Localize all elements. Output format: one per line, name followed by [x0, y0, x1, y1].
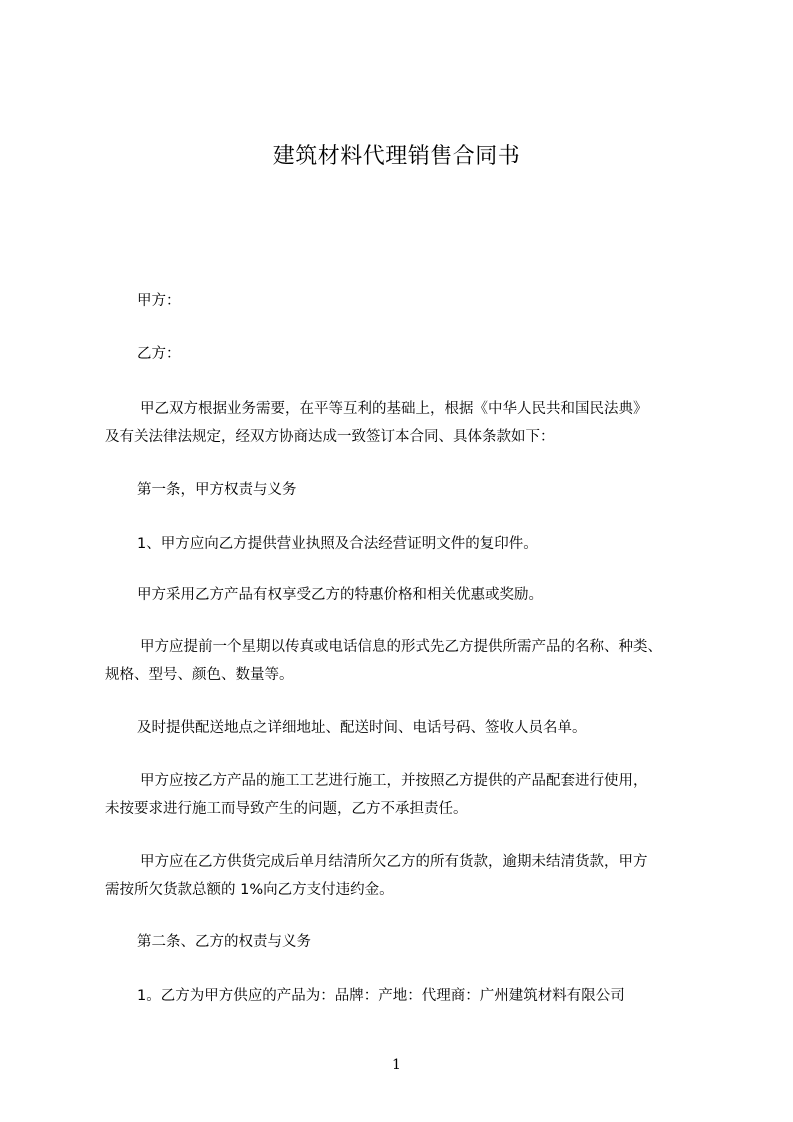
article2-clause: [105, 982, 747, 1010]
article2-heading: 第二条、乙方的权责与义务: [137, 934, 311, 950]
article1-clause: [105, 714, 747, 742]
article1-clause: [105, 848, 715, 904]
clause-line: 甲方采用乙方产品有权享受乙方的特惠价格和相关优惠或奖励。: [137, 587, 543, 603]
clause-line: 及时提供配送地点之详细地址、配送时间、电话号码、签收人员名单。: [137, 720, 587, 736]
party-b-label: 乙方：: [137, 346, 181, 362]
article1-clause: [105, 633, 715, 689]
clause-line: 需按所欠货款总额的 1%向乙方支付违约金。: [105, 882, 394, 898]
article1-clause: [105, 530, 747, 558]
preamble-paragraph: [105, 395, 715, 451]
article1-clause: [105, 767, 715, 823]
article1-clause: [105, 581, 747, 609]
preamble-line: 及有关法律法规定，经双方协商达成一致签订本合同、具体条款如下：: [105, 429, 555, 445]
page-number: 1: [392, 1057, 401, 1073]
clause-line: 1、甲方应向乙方提供营业执照及合法经营证明文件的复印件。: [137, 536, 538, 552]
clause-line: 1。乙方为甲方供应的产品为：品牌：产地：代理商：广州建筑材料有限公司: [137, 988, 625, 1004]
clause-line: 甲方应提前一个星期以传真或电话信息的形式先乙方提供所需产品的名称、种类、: [140, 639, 662, 655]
party-a-label: 甲方：: [137, 293, 181, 309]
document-title: 建筑材料代理销售合同书: [272, 144, 521, 169]
clause-line: 甲方应按乙方产品的施工工艺进行施工，并按照乙方提供的产品配套进行使用，: [140, 773, 648, 789]
clause-line: 规格、型号、颜色、数量等。: [105, 667, 294, 683]
article1-heading: 第一条，甲方权责与义务: [137, 482, 297, 498]
clause-line: 甲方应在乙方供货完成后单月结清所欠乙方的所有货款，逾期未结清货款，甲方: [140, 854, 648, 870]
clause-line: 未按要求进行施工而导致产生的问题，乙方不承担责任。: [105, 801, 468, 817]
preamble-line: 甲乙双方根据业务需要，在平等互利的基础上，根据《中华人民共和国民法典》: [140, 401, 648, 417]
